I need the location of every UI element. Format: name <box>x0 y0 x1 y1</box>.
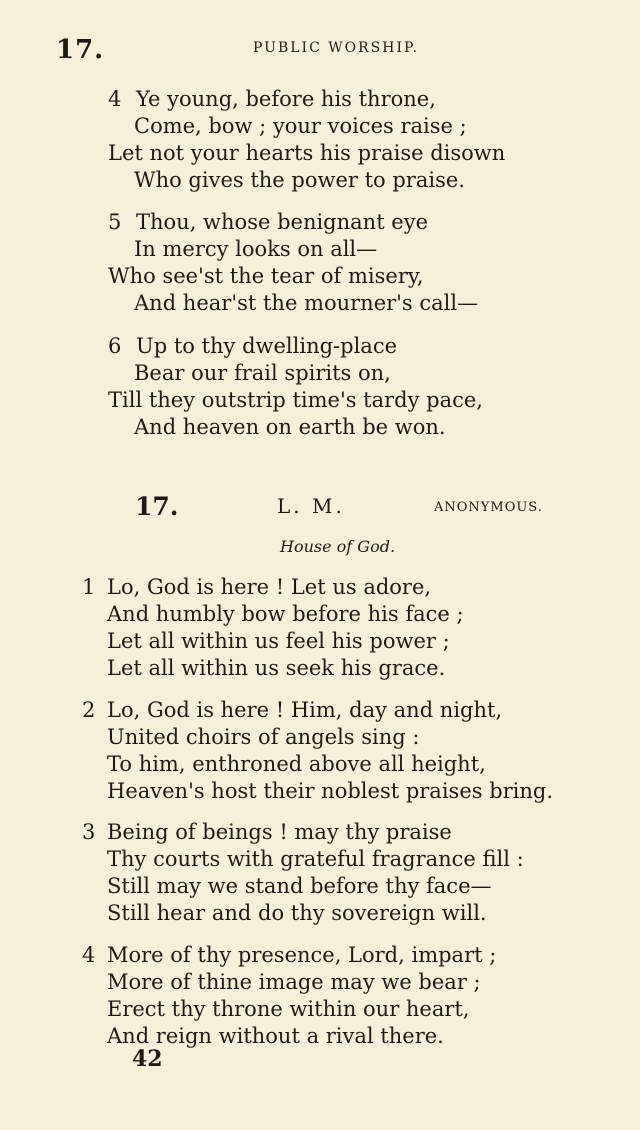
verse-line: Still hear and do thy sovereign will. <box>107 901 487 925</box>
stanza-number: 6 <box>108 334 122 358</box>
verse-line: More of thy presence, Lord, impart ; <box>107 943 497 967</box>
verse-line: Ye young, before his throne, <box>136 87 436 111</box>
verse-line: Lo, God is here ! Him, day and night, <box>107 698 503 722</box>
verse-line: To him, enthroned above all height, <box>107 752 486 776</box>
verse-line: And hear'st the mourner's call— <box>134 291 479 315</box>
stanza-number: 4 <box>108 87 122 111</box>
hymn-subtitle: House of God. <box>280 537 396 556</box>
verse-line: Till they outstrip time's tardy pace, <box>108 388 483 412</box>
running-hymn-number: 17. <box>56 35 105 65</box>
verse-line: Let all within us feel his power ; <box>107 629 450 653</box>
stanza-number: 5 <box>108 210 122 234</box>
stanza-number: 1 <box>82 575 96 599</box>
verse-line: Erect thy throne within our heart, <box>107 997 470 1021</box>
page-number: 42 <box>132 1046 163 1072</box>
verse-line: Bear our frail spirits on, <box>134 361 391 385</box>
verse-line: In mercy looks on all— <box>134 237 378 261</box>
verse-line: Lo, God is here ! Let us adore, <box>107 575 432 599</box>
verse-line: Thy courts with grateful fragrance fill : <box>107 847 524 871</box>
verse-line: United choirs of angels sing : <box>107 725 420 749</box>
verse-line: Heaven's host their noblest praises bring. <box>107 779 554 803</box>
verse-line: Who gives the power to praise. <box>134 168 465 192</box>
verse-line: Up to thy dwelling-place <box>136 334 398 358</box>
verse-line: And heaven on earth be won. <box>134 415 446 439</box>
verse-line: Let all within us seek his grace. <box>107 656 446 680</box>
hymn-meter: L. M. <box>277 494 345 518</box>
hymn-author: ANONYMOUS. <box>434 500 543 515</box>
verse-line: And humbly bow before his face ; <box>107 602 464 626</box>
verse-line: Being of beings ! may thy praise <box>107 820 452 844</box>
verse-line: More of thine image may we bear ; <box>107 970 481 994</box>
verse-line: Still may we stand before thy face— <box>107 874 492 898</box>
verse-line: Let not your hearts his praise disown <box>108 141 506 165</box>
stanza-number: 3 <box>82 820 96 844</box>
verse-line: Who see'st the tear of misery, <box>108 264 424 288</box>
running-title: PUBLIC WORSHIP. <box>253 40 420 56</box>
verse-line: And reign without a rival there. <box>107 1024 444 1048</box>
stanza-number: 2 <box>82 698 96 722</box>
hymn-heading <box>0 492 640 522</box>
verse-line: Come, bow ; your voices raise ; <box>134 114 467 138</box>
hymn-number: 17. <box>135 492 179 521</box>
stanza-number: 4 <box>82 943 96 967</box>
verse-line: Thou, whose benignant eye <box>136 210 429 234</box>
